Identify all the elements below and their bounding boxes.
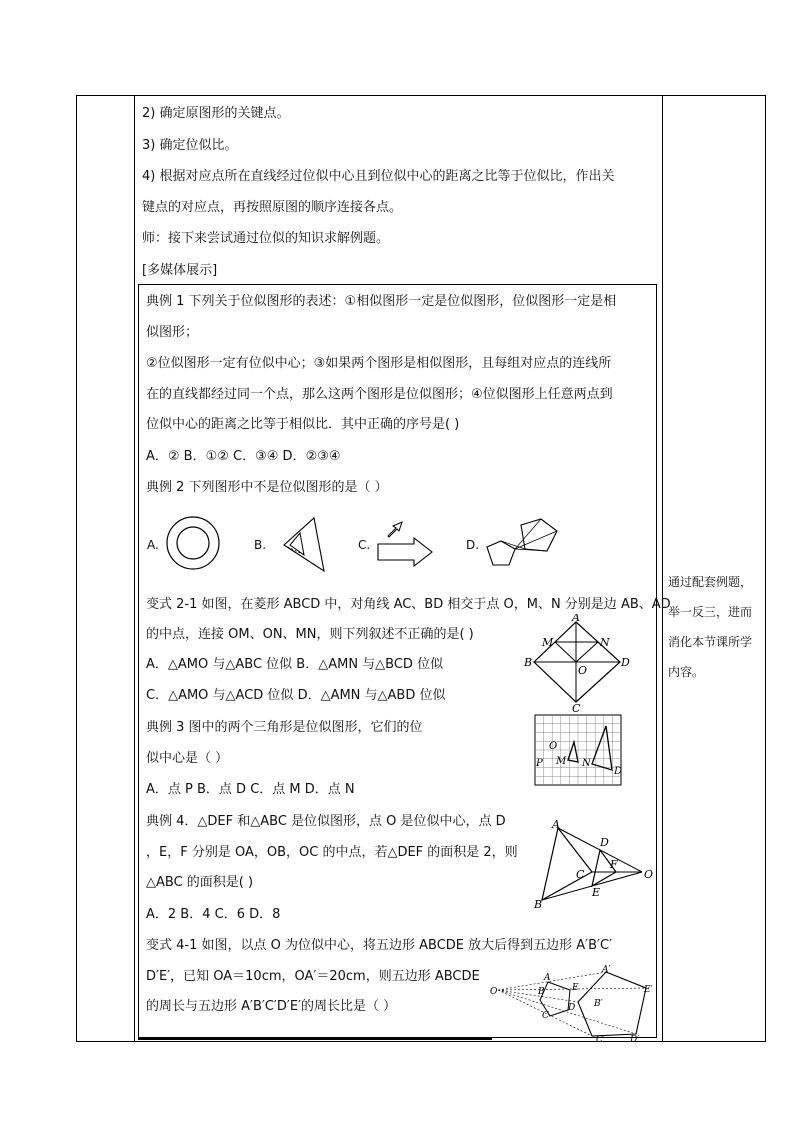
ex1-line4: 在的直线都经过同一个点，那么这两个图形是位似图形；④位似图形上任意两点到 (146, 387, 613, 402)
table-col-divider-1 (134, 95, 135, 1041)
ex4-label-a: A (552, 818, 560, 831)
ex3-line2: 似中心是（ ） (146, 751, 229, 766)
ex4-label-c: C (576, 868, 585, 881)
step-4-line2: 键点的对应点，再按照原图的顺序连接各点。 (142, 200, 403, 215)
v21-label-c: C (572, 702, 581, 712)
example-box-underline (138, 1038, 492, 1040)
v41-label-c-prime: C′ (596, 1035, 605, 1042)
ex4-triangle-figure (530, 818, 658, 910)
v41-label-e-prime: E′ (644, 985, 653, 995)
v41-line1: 变式 4-1 如图，以点 O 为位似中心，将五边形 ABCDE 放大后得到五边形 A′B′C′ (146, 938, 613, 953)
v21-label-o: O (578, 664, 588, 677)
ex4-label-o: O (644, 868, 654, 881)
ex1-line5: 位似中心的距离之比等于相似比．其中正确的序号是( ) (146, 417, 460, 432)
ex1-options: A．② B．①② C．③④ D．②③④ (146, 449, 341, 464)
ex3-options: A．点 P B．点 D C．点 M D．点 N (146, 782, 355, 797)
v41-label-e: E (572, 983, 579, 993)
ex2-opt-a: A. (147, 538, 159, 552)
multimedia-label: [多媒体展示] (142, 263, 218, 278)
v21-label-m: M (542, 636, 554, 649)
v41-line2: D′E′，已知 OA＝10cm，OA′＝20cm，则五边形 ABCDE (146, 969, 480, 984)
v41-pentagon-figure (488, 964, 658, 1042)
table-top-border (76, 95, 766, 96)
ex2-fig-c-arrows (374, 518, 436, 568)
ex4-label-e: E (592, 886, 601, 899)
ex4-label-d: D (600, 836, 609, 849)
table-right-border (765, 95, 766, 1041)
ex1-line2: 似图形； (146, 325, 199, 340)
v41-label-b-prime: B′ (594, 999, 603, 1009)
ex1-line1: 典例 1 下列关于位似图形的表述：①相似图形一定是位似图形，位似图形一定是相 (146, 294, 617, 309)
table-col-divider-2 (662, 95, 663, 1041)
ex3-label-d: D (614, 766, 622, 777)
v41-label-a-prime: A′ (602, 965, 611, 975)
v21-rhombus-figure (522, 614, 632, 712)
side-note-line1: 通过配套例题， (668, 575, 753, 589)
ex2-opt-b: B. (254, 538, 267, 552)
v41-line3: 的周长与五边形 A′B′C′D′E′的周长比是（ ） (146, 999, 397, 1014)
ex4-line1: 典例 4．△DEF 和△ABC 是位似图形，点 O 是位似中心，点 D (146, 814, 506, 829)
ex3-grid-figure (534, 714, 622, 786)
ex4-options: A．2 B．4 C．6 D．8 (146, 907, 281, 922)
teacher-line: 师：接下来尝试通过位似的知识求解例题。 (142, 231, 390, 246)
ex4-label-b: B (534, 898, 543, 910)
v21-line2: 的中点，连接 OM、ON、MN，则下列叙述不正确的是( ) (146, 627, 474, 642)
v41-label-d-prime: D′ (630, 1035, 640, 1042)
ex3-label-m: M (556, 756, 567, 767)
v21-line1: 变式 2-1 如图，在菱形 ABCD 中，对角线 AC、BD 相交于点 O，M、N 分别是边 AB、AD (146, 597, 671, 612)
ex2-opt-d: D. (466, 538, 480, 552)
ex3-label-n: N (582, 758, 591, 769)
v21-label-n: N (600, 636, 610, 649)
ex2-opt-c: C. (358, 538, 371, 552)
step-3: 3) 确定位似比。 (142, 138, 238, 153)
side-note-line4: 内容。 (668, 665, 705, 679)
ex2-line1: 典例 2 下列图形中不是位似图形的是（ ） (146, 480, 388, 495)
v41-label-a: A (544, 973, 551, 983)
ex3-line1: 典例 3 图中的两个三角形是位似图形，它们的位 (146, 720, 423, 735)
v21-options-1: A．△AMO 与△ABC 位似 B．△AMN 与△BCD 位似 (146, 657, 444, 672)
side-note-line3: 消化本节课所学 (668, 635, 753, 649)
step-2: 2) 确定原图形的关键点。 (142, 106, 290, 121)
ex3-label-p: P (536, 758, 543, 769)
v41-label-d: D (568, 1003, 576, 1013)
v21-label-b: B (524, 656, 533, 669)
v21-options-2: C．△AMO 与△ACD 位似 D．△AMN 与△ABD 位似 (146, 688, 446, 703)
ex4-line3: △ABC 的面积是( ) (146, 875, 254, 890)
step-4-line1: 4) 根据对应点所在直线经过位似中心且到位似中心的距离之比等于位似比，作出关 (142, 169, 615, 184)
side-note-line2: 举一反三，进而 (668, 605, 753, 619)
ex3-label-o: O (549, 741, 558, 752)
v41-label-o: O (490, 987, 498, 997)
ex4-label-f: F (610, 858, 618, 871)
v41-label-b: B (538, 987, 545, 997)
ex2-fig-d-pentagons (481, 515, 561, 575)
ex1-line3: ②位似图形一定有位似中心；③如果两个图形是相似图形，且每组对应点的连线所 (146, 356, 612, 371)
ex2-fig-b-triangles (266, 515, 330, 575)
v21-label-a: A (572, 614, 580, 624)
table-bottom-border (76, 1041, 766, 1042)
v21-label-d: D (621, 656, 630, 669)
v41-label-c: C (542, 1011, 549, 1021)
table-left-border (76, 95, 77, 1041)
ex2-fig-a-circles (165, 515, 221, 571)
ex4-line2: ，E，F 分别是 OA，OB，OC 的中点，若△DEF 的面积是 2，则 (146, 845, 518, 860)
